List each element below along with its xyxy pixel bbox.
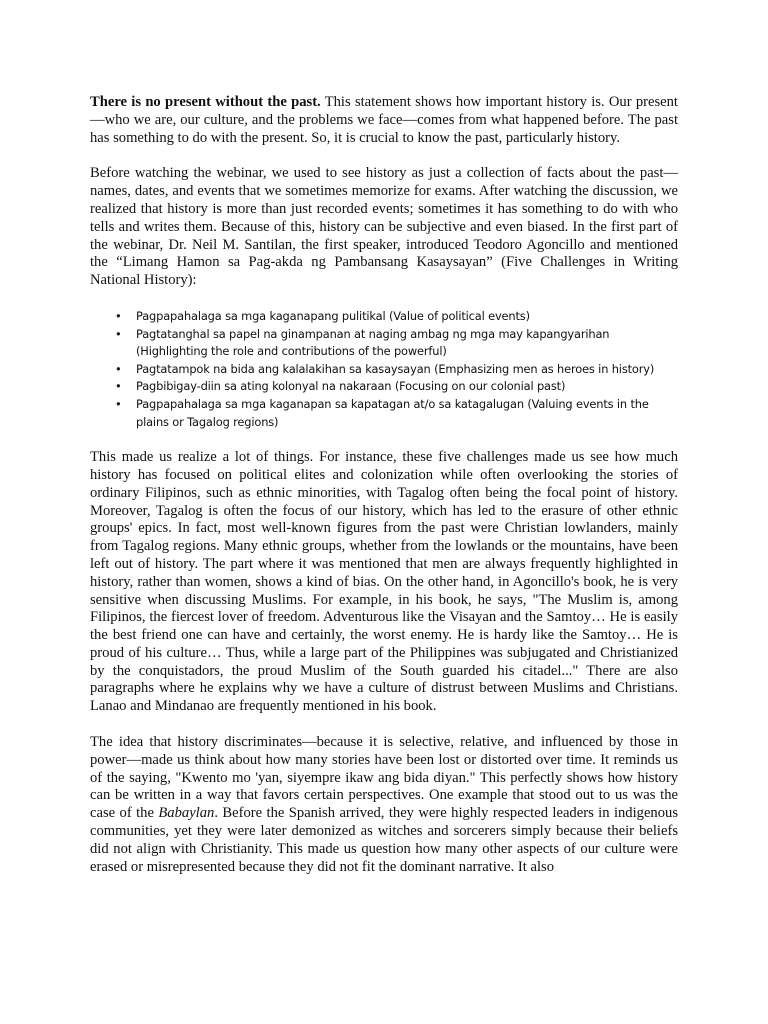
intro-paragraph — [90, 94, 678, 147]
paragraph-gap — [90, 147, 678, 165]
paragraph-text-before: The idea that history discriminates—because it is selective, relative, and influenced by those in power—made us think about how many stories have been lost or distorted over time. It reminds us of the saying, "Kwento mo 'yan, siyempre ikaw ang bida diyan." This perfectly shows how history can be written in a way that favors certain perspectives. One example that stood out to us was the case of the — [90, 734, 678, 822]
paragraph-gap — [90, 290, 678, 308]
list-item-text: Pagpapahalaga sa mga kaganapang pulitikal (Value of political events) — [136, 308, 530, 323]
list-item-text: Pagpapahalaga sa mga kaganapan sa kapatagan at/o sa katagalugan (Valuing events in the plains or Tagalog regions) — [136, 396, 649, 429]
bullet-icon: • — [115, 308, 122, 323]
babaylan-term: Babaylan — [158, 805, 215, 822]
bullet-icon: • — [115, 361, 122, 376]
document-page — [90, 94, 678, 876]
list-item — [115, 396, 678, 431]
realization-paragraph: This made us realize a lot of things. For instance, these five challenges made us see how much history has focused on political elites and colonization while often overlooking the stories of ordinary Filipinos, such as ethnic minorities, with Tagalog often being the focal point of history. Moreover, Tagalog is often the focus of our history, which has led to the erasure of other ethnic groups' epics. In fact, most well-known figures from the past were Christian lowlanders, mainly from Tagalog regions. Many ethnic groups, whether from the lowlands or the mountains, have been left out of history. The part where it was mentioned that men are always frequently highlighted in history, rather than women, shows a kind of bias. On the other hand, in Agoncillo's book, he is very sensitive when discussing Muslims. For example, in his book, he says, "The Muslim is, among Filipinos, the fiercest lover of freedom. Adventurous like the Visayan and the Samtoy… He is easily the best friend one can have and certainly, the worst enemy. He is hardy like the Samtoy… He is proud of his culture… Thus, while a large part of the Philippines was subjugated and Christianized by the conquistadors, the proud Muslim of the South guarded his citadel..." There are also paragraphs where he explains why we have a culture of distrust between Muslims and Christians. Lanao and Mindanao are frequently mentioned in his book. — [90, 449, 678, 715]
list-item — [115, 308, 678, 326]
list-item — [115, 378, 678, 396]
paragraph-gap — [90, 431, 678, 449]
paragraph-text-after: . Before the Spanish arrived, they were highly respected leaders in indigenous communities, yet they were later demonized as witches and sorcerers simply because their beliefs did not align with Christianity. This made us question how many other aspects of our culture were erased or misrepresented because they did not fit the dominant narrative. It also — [90, 805, 678, 875]
history-discriminates-paragraph — [90, 734, 678, 876]
webinar-paragraph: Before watching the webinar, we used to see history as just a collection of facts about the past—names, dates, and events that we sometimes memorize for exams. After watching the discussion, we realized that history is more than just recorded events; sometimes it has something to do with who tells and writes them. Because of this, history can be subjective and even biased. In the first part of the webinar, Dr. Neil M. Santilan, the first speaker, introduced Teodoro Agoncillo and mentioned the “Limang Hamon sa Pag-akda ng Pambansang Kasaysayan” (Five Challenges in Writing National History): — [90, 165, 678, 289]
list-item-text: Pagbibigay-diin sa ating kolonyal na nakaraan (Focusing on our colonial past) — [136, 379, 566, 394]
list-item-text: Pagtatanghal sa papel na ginampanan at naging ambag ng mga may kapangyarihan (Highlighting the role and contributions of the powerful) — [136, 326, 610, 359]
list-item — [115, 326, 678, 361]
paragraph-gap — [90, 716, 678, 734]
bullet-icon: • — [115, 379, 122, 394]
five-challenges-list — [90, 308, 678, 431]
bullet-icon: • — [115, 396, 122, 411]
list-item-text: Pagtatampok na bida ang kalalakihan sa kasaysayan (Emphasizing men as heroes in history) — [136, 361, 655, 376]
bullet-icon: • — [115, 326, 122, 341]
intro-paragraph-text: This statement shows how important history is. Our present—who we are, our culture, and the problems we face—comes from what happened before. The past has something to do with the present. So, it is crucial to know the past, particularly history. — [90, 94, 678, 146]
intro-lead-sentence: There is no present without the past. — [90, 94, 321, 110]
list-item — [115, 361, 678, 379]
